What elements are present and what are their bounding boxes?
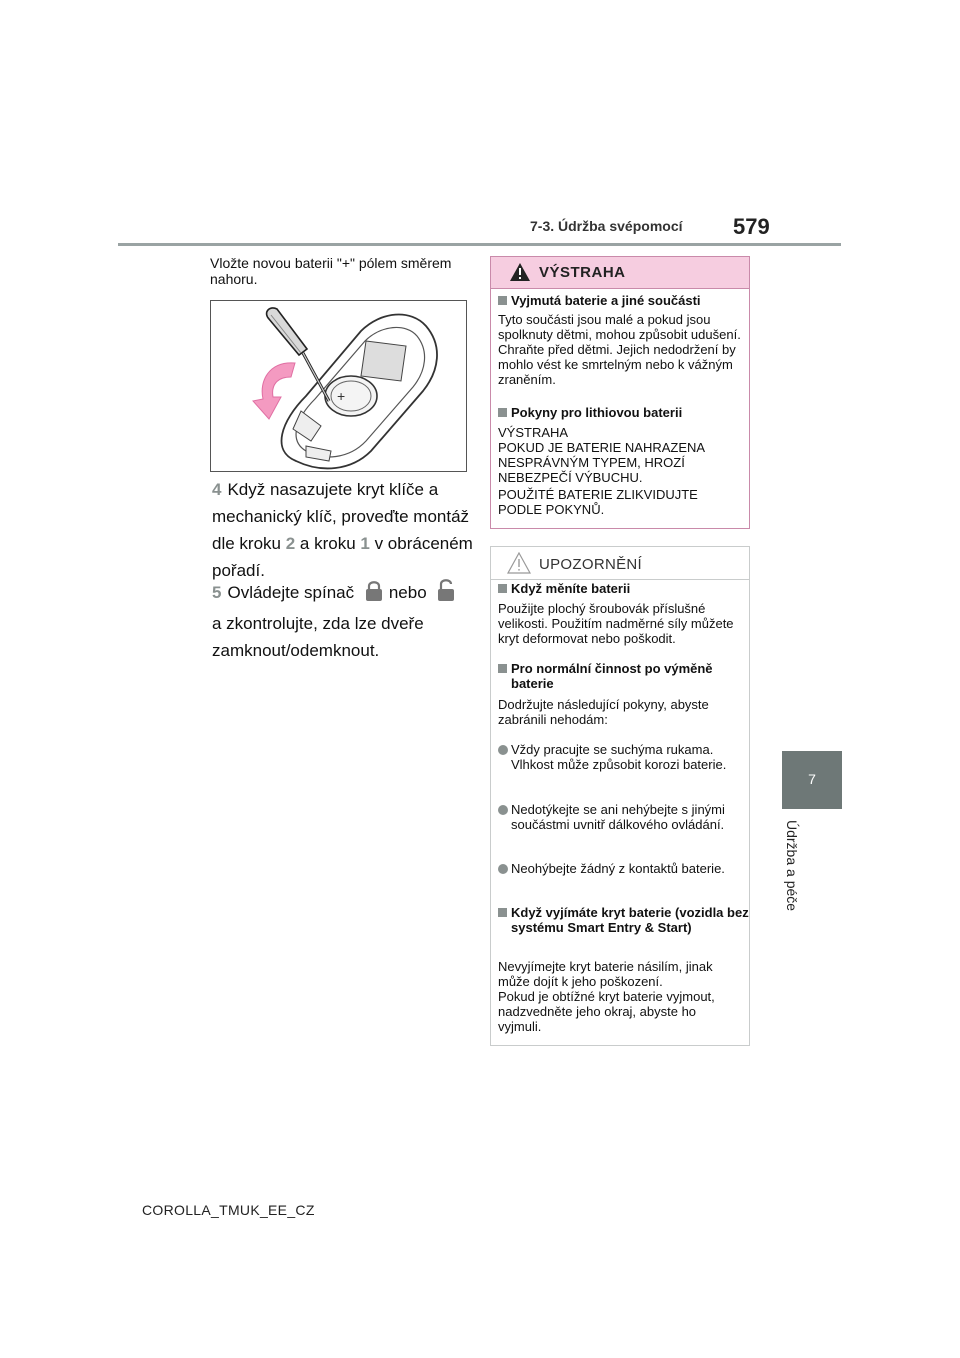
step-number: 4 xyxy=(212,480,222,499)
step-5-text-b: nebo xyxy=(388,583,427,602)
caution-item-heading: Když vyjímáte kryt baterie (vozidla bez systému Smart Entry & Start) xyxy=(498,905,755,935)
step-4-text-b: a kroku xyxy=(295,534,361,553)
warning-box xyxy=(490,256,750,529)
step-ref: 1 xyxy=(360,534,370,553)
battery-plus-sign: + xyxy=(337,388,346,404)
caution-box xyxy=(490,546,750,1046)
screwdriver-icon xyxy=(267,308,329,401)
caution-triangle-icon xyxy=(507,552,531,574)
step-ref: 2 xyxy=(285,534,296,553)
warning-line: POUŽITÉ BATERIE ZLIKVIDUJTE PODLE POKYNŮ. xyxy=(498,487,698,517)
warning-line: VÝSTRAHA xyxy=(498,425,569,440)
bullet-square-icon xyxy=(498,296,507,305)
warning-header-divider xyxy=(491,288,749,289)
warning-line: POKUD JE BATERIE NAHRAZENA NESPRÁVNÝM TYPEM, HROZÍ NEBEZPEČÍ VÝBUCHU. xyxy=(498,440,705,485)
step-5 xyxy=(212,578,474,664)
step-number: 5 xyxy=(212,583,222,602)
caution-item-body-line: Nevyjímejte kryt baterie násilím, jinak může dojít k jeho poškození. xyxy=(498,959,713,989)
step-5-text-c: a zkontrolujte, zda lze dveře zamknout/odemknout. xyxy=(212,614,424,660)
caution-bullet: Vždy pracujte se suchýma rukama. Vlhkost může způsobit korozi baterie. xyxy=(498,742,755,772)
bullet-dot-icon xyxy=(498,745,508,755)
bullet-dot-icon xyxy=(498,805,508,815)
section-title: 7-3. Údržba svépomocí xyxy=(530,218,683,234)
bullet-dot-icon xyxy=(498,864,508,874)
warning-triangle-icon xyxy=(509,262,531,282)
caution-item-heading: Pro normální činnost po výměně baterie xyxy=(498,661,755,691)
step-5-text-a: Ovládejte spínač xyxy=(227,583,355,602)
chapter-tab-number: 7 xyxy=(808,771,816,787)
battery-replacement-illustration xyxy=(210,300,467,472)
bullet-square-icon xyxy=(498,408,507,417)
key-fob-battery-drawing xyxy=(211,301,466,471)
caution-header-divider xyxy=(491,579,749,580)
bullet-square-icon xyxy=(498,584,507,593)
caution-title: UPOZORNĚNÍ xyxy=(539,556,643,573)
caution-bullet: Nedotýkejte se ani nehýbejte s jinými součástmi uvnitř dálkového ovládání. xyxy=(498,802,755,832)
warning-item-body: Tyto součásti jsou malé a pokud jsou spolknuty dětmi, mohou způsobit udušení. Chraňte před dětmi. Jejich nedodržení by mohlo vést ke smrtelným nebo k vážným zraněním. xyxy=(498,312,741,387)
lock-open-icon xyxy=(437,578,455,610)
page-number: 579 xyxy=(733,214,770,239)
intro-text: Vložte novou baterii "+" pólem směrem nahoru. xyxy=(210,255,452,287)
warning-item-heading: Vyjmutá baterie a jiné součásti xyxy=(498,293,755,308)
chapter-tab-label: Údržba a péče xyxy=(784,820,800,912)
step-4-text-c: v obráceném pořadí. xyxy=(212,534,473,580)
caution-bullet: Neohýbejte žádný z kontaktů baterie. xyxy=(498,861,755,876)
bullet-square-icon xyxy=(498,664,507,673)
document-code: COROLLA_TMUK_EE_CZ xyxy=(142,1202,315,1218)
warning-title: VÝSTRAHA xyxy=(539,264,626,281)
step-4 xyxy=(212,476,474,584)
warning-item-heading: Pokyny pro lithiovou baterii xyxy=(498,405,755,420)
header-divider xyxy=(118,243,841,246)
step-4-text-a: Když nasazujete kryt klíče a mechanický klíč, proveďte montáž dle kroku xyxy=(212,480,470,553)
caution-item-heading: Když měníte baterii xyxy=(498,581,755,596)
lock-closed-icon xyxy=(365,580,383,610)
caution-item-body: Použijte plochý šroubovák příslušné velikosti. Použitím nadměrné síly můžete kryt deformovat nebo poškodit. xyxy=(498,601,734,646)
bullet-square-icon xyxy=(498,908,507,917)
rotate-arrow-icon xyxy=(253,363,295,419)
caution-item-body-line: Pokud je obtížné kryt baterie vyjmout, nadzvedněte jeho okraj, abyste ho vyjmuli. xyxy=(498,989,715,1034)
caution-item-body: Dodržujte následující pokyny, abyste zabránili nehodám: xyxy=(498,697,709,727)
